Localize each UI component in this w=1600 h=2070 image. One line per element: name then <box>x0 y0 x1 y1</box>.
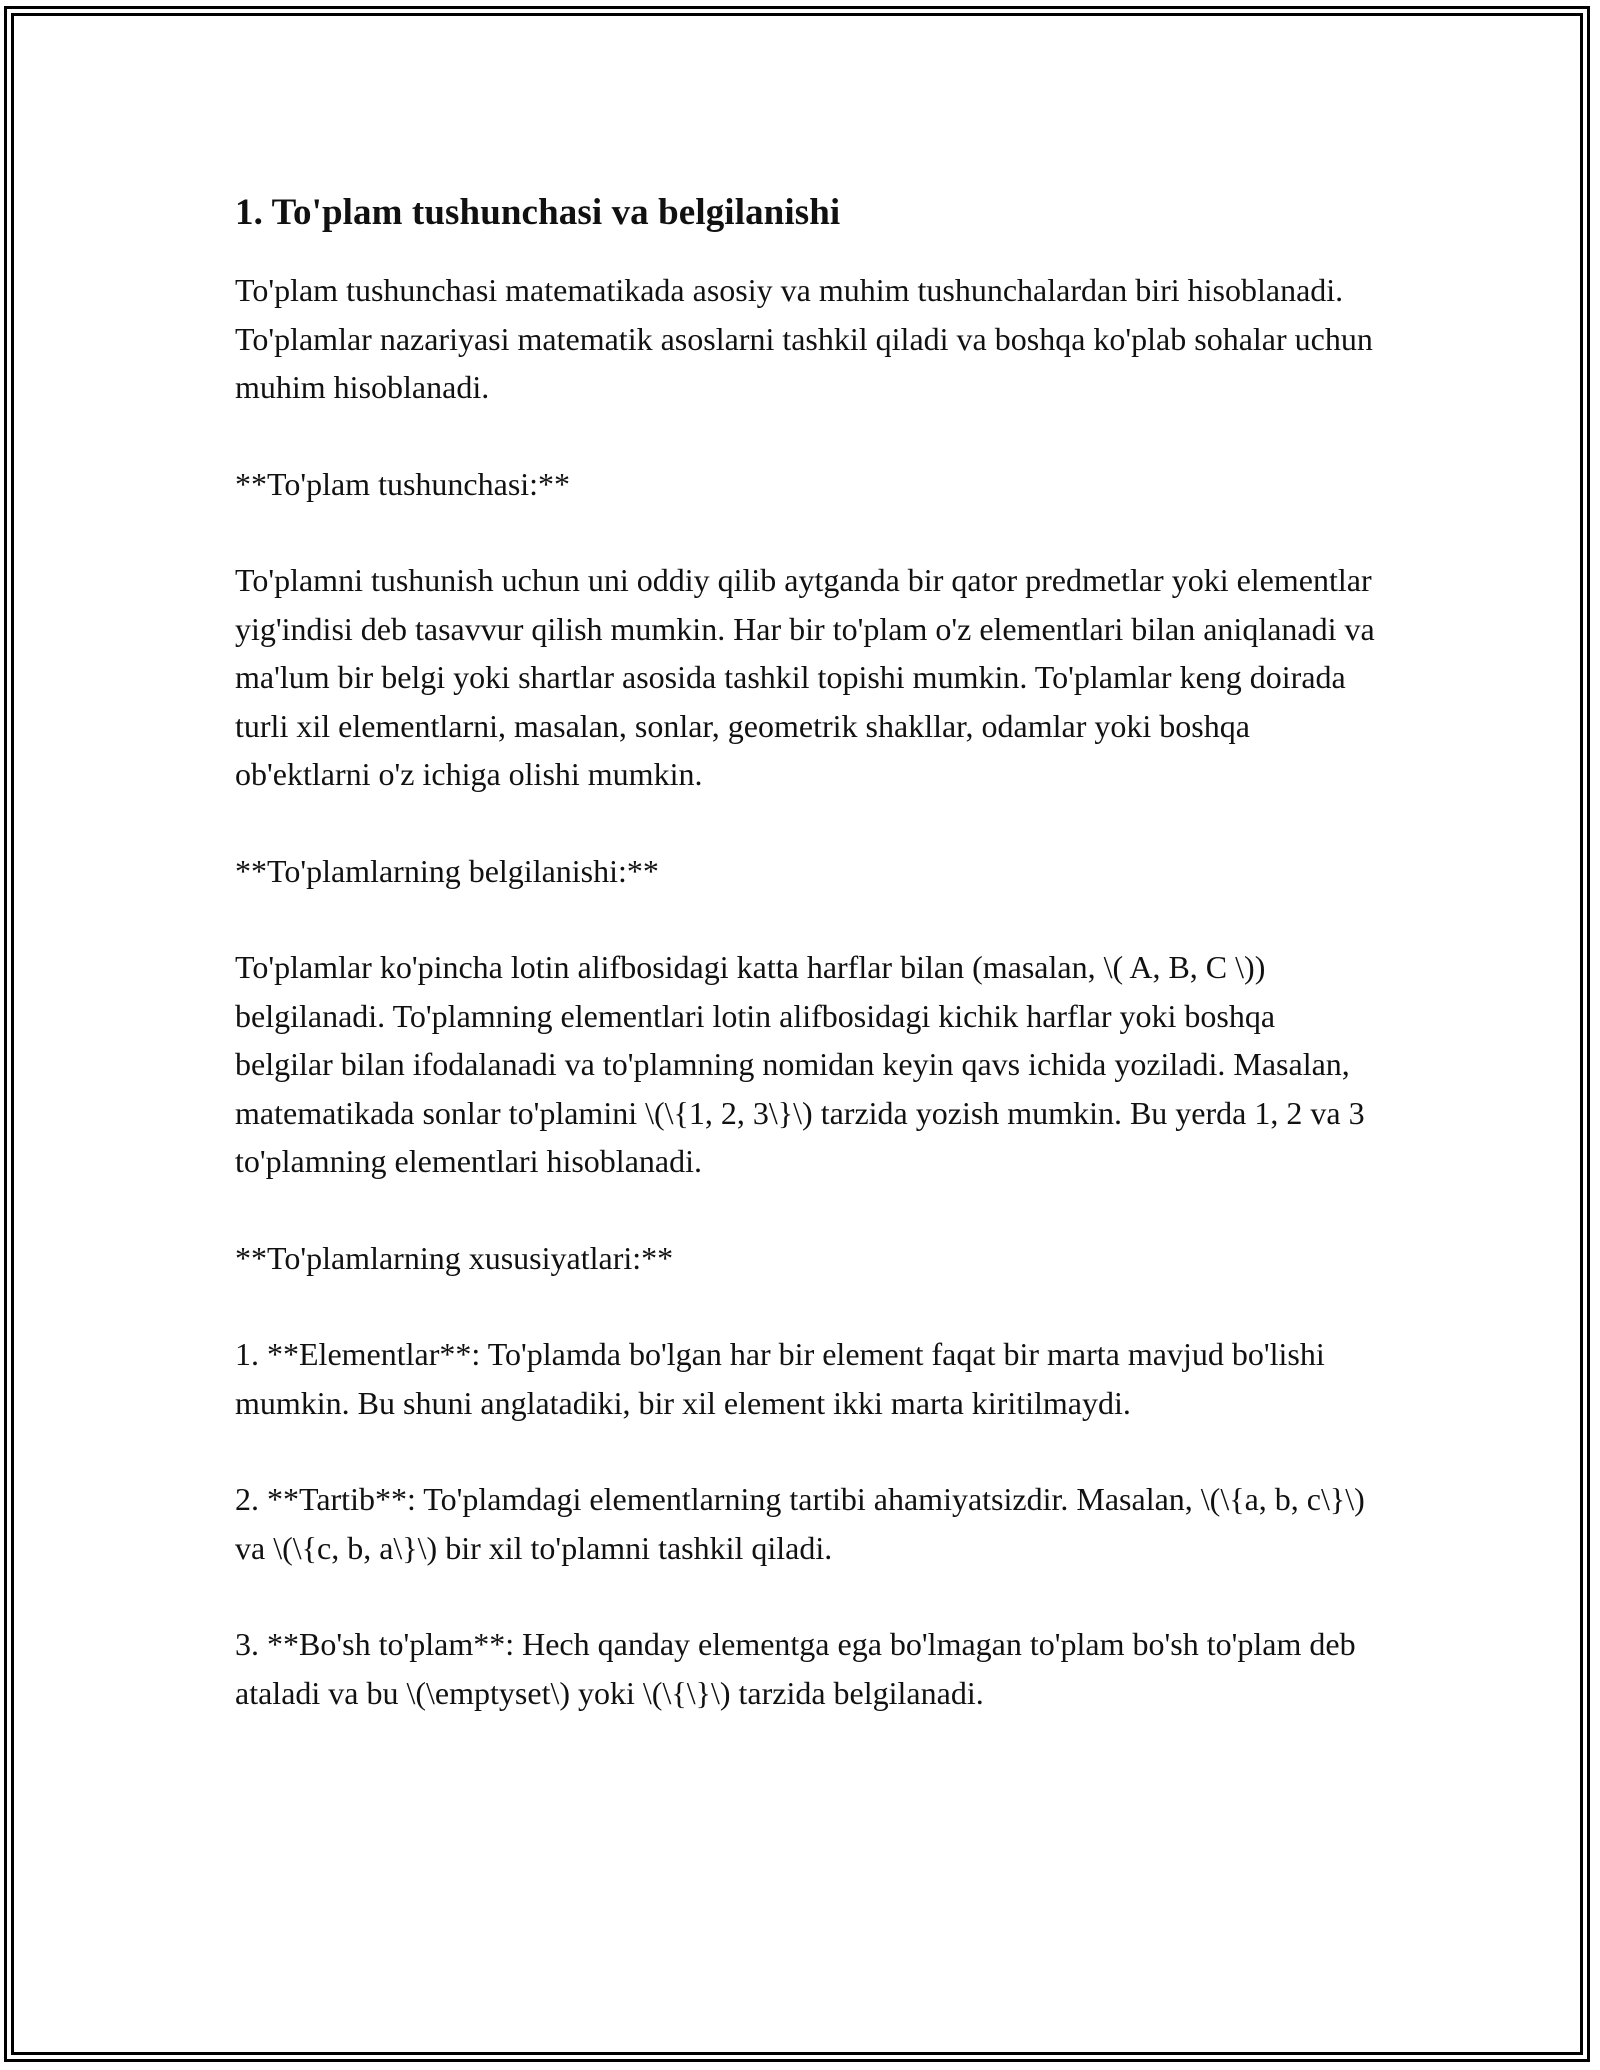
property-item-order: 2. **Tartib**: To'plamdagi elementlarning tartibi ahamiyatsizdir. Masalan, \(\{a, b, c\}\) va \(\{c, b, a\}\) bir xil to'plamni tashkil qiladi. <box>235 1481 1365 1566</box>
subheading-properties: **To'plamlarning xususiyatlari:** <box>235 1239 674 1276</box>
notation-paragraph: To'plamlar ko'pincha lotin alifbosidagi katta harflar bilan (masalan, \( A, B, C \)) belgilanadi. To'plamning elementlari lotin alifbosidagi kichik harflar yoki boshqa belgilar bilan ifodalanadi va to'plamning nomidan keyin qavs ichida yoziladi. Masalan, matematikada sonlar to'plamini \(\{1, 2, 3\}\) tarzida yozish mumkin. Bu yerda 1, 2 va 3 to'plamning elementlari hisoblanadi. <box>235 949 1365 1179</box>
property-item-elements: 1. **Elementlar**: To'plamda bo'lgan har bir element faqat bir marta mavjud bo'lishi mumkin. Bu shuni anglatadiki, bir xil element ikki marta kiritilmaydi. <box>235 1336 1325 1421</box>
document-body <box>235 186 1375 1765</box>
intro-paragraph: To'plam tushunchasi matematikada asosiy va muhim tushunchalardan biri hisoblanadi. To'plamlar nazariyasi matematik asoslarni tashkil qiladi va boshqa ko'plab sohalar uchun muhim hisoblanadi. <box>235 272 1373 405</box>
subheading-concept: **To'plam tushunchasi:** <box>235 465 571 502</box>
concept-paragraph: To'plamni tushunish uchun uni oddiy qilib aytganda bir qator predmetlar yoki elementlar yig'indisi deb tasavvur qilish mumkin. Har bir to'plam o'z elementlari bilan aniqlanadi va ma'lum bir belgi yoki shartlar asosida tashkil topishi mumkin. To'plamlar keng doirada turli xil elementlarni, masalan, sonlar, geometrik shakllar, odamlar yoki boshqa ob'ektlarni o'z ichiga olishi mumkin. <box>235 562 1375 792</box>
property-item-empty-set: 3. **Bo'sh to'plam**: Hech qanday elementga ega bo'lmagan to'plam bo'sh to'plam deb ataladi va bu \(\emptyset\) yoki \(\{\}\) tarzida belgilanadi. <box>235 1626 1356 1711</box>
subheading-notation: **To'plamlarning belgilanishi:** <box>235 852 659 889</box>
section-heading: 1. To'plam tushunchasi va belgilanishi <box>235 192 841 233</box>
